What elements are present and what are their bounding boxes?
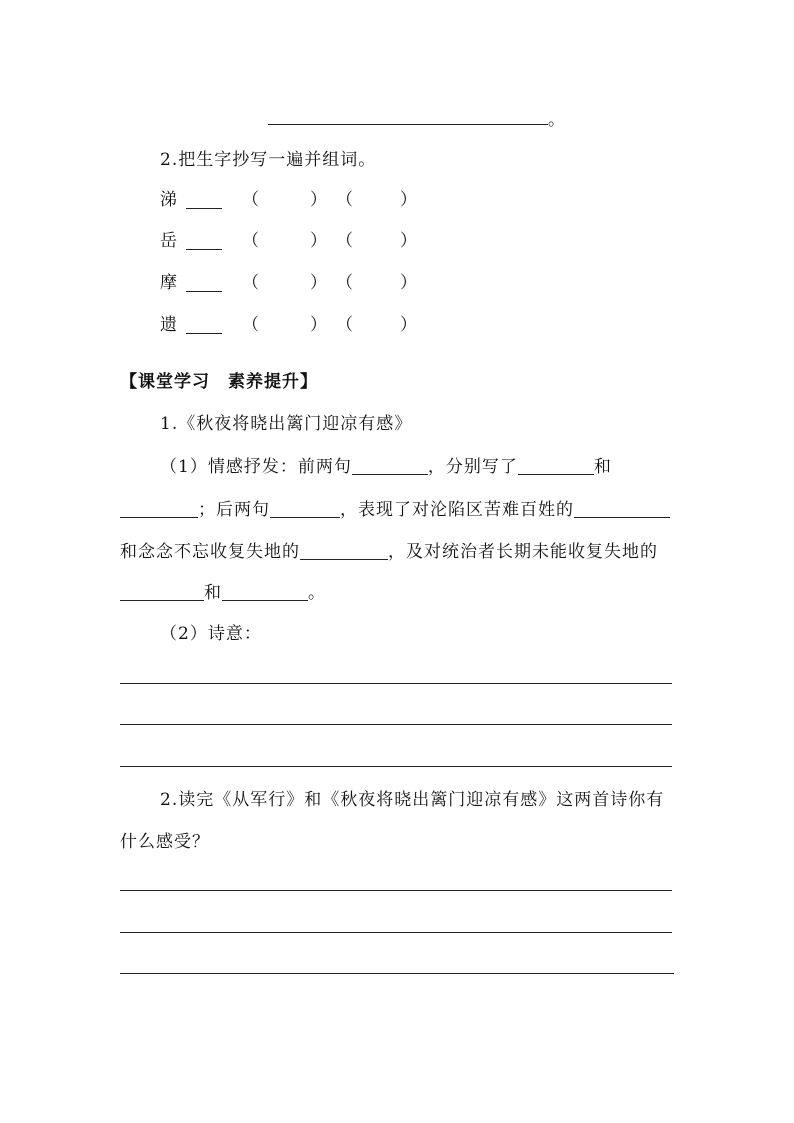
item-1-title: 1.《秋夜将晓出篱门迎凉有感》 — [160, 414, 413, 434]
left-paren: （ — [242, 231, 259, 251]
right-paren: ） — [400, 273, 417, 293]
answer-blank[interactable] — [574, 501, 670, 518]
right-paren: ） — [400, 315, 417, 335]
left-paren: （ — [336, 231, 353, 251]
left-paren: （ — [242, 273, 259, 293]
char-copy-blank[interactable] — [186, 275, 222, 292]
sub-1-label: （1）情感抒发：前两句 — [160, 457, 352, 477]
sub-1-text: 。 — [308, 583, 326, 603]
char-copy-blank[interactable] — [186, 317, 222, 334]
left-paren: （ — [336, 190, 353, 210]
sub-1-line-2 — [120, 498, 670, 522]
answer-line[interactable] — [120, 973, 674, 974]
item-2-line-1: 2.读完《从军行》和《秋夜将晓出篱门迎凉有感》这两首诗你有 — [160, 790, 665, 810]
char-label: 涕 — [160, 190, 177, 210]
answer-line[interactable] — [120, 724, 672, 725]
sub-1-text: ，分别写了 — [427, 457, 518, 477]
answer-blank[interactable] — [352, 458, 428, 475]
sub-1-text: ，及对统治者长期未能收复失地的 — [388, 542, 658, 562]
answer-line[interactable] — [120, 890, 672, 891]
sub-1-text: ；后两句 — [198, 500, 270, 520]
sub-1-text: 和念念不忘收复失地的 — [120, 542, 300, 562]
sub-1-line-3 — [120, 540, 658, 564]
right-paren: ） — [310, 231, 327, 251]
answer-line[interactable] — [120, 683, 672, 684]
section-heading: 【课堂学习 素养提升】 — [120, 372, 318, 392]
char-label: 摩 — [160, 273, 177, 293]
sub-1-text: 和 — [204, 583, 222, 603]
answer-line[interactable] — [120, 766, 672, 767]
top-answer-line[interactable] — [268, 124, 548, 125]
top-answer-period: 。 — [548, 110, 566, 130]
answer-blank[interactable] — [518, 458, 594, 475]
char-copy-blank[interactable] — [186, 233, 222, 250]
answer-blank[interactable] — [120, 584, 204, 601]
left-paren: （ — [336, 273, 353, 293]
left-paren: （ — [242, 315, 259, 335]
question-2-title: 2.把生字抄写一遍并组词。 — [160, 150, 377, 170]
left-paren: （ — [242, 190, 259, 210]
item-2-line-2: 什么感受？ — [120, 832, 210, 852]
char-label: 遗 — [160, 315, 177, 335]
answer-blank[interactable] — [300, 543, 388, 560]
sub-1-text: 和 — [593, 457, 612, 477]
answer-line[interactable] — [120, 932, 672, 933]
sub-1-line-4 — [120, 581, 326, 605]
right-paren: ） — [310, 273, 327, 293]
answer-blank[interactable] — [120, 501, 198, 518]
right-paren: ） — [400, 190, 417, 210]
sub-2-label: （2）诗意： — [160, 624, 262, 644]
left-paren: （ — [336, 315, 353, 335]
right-paren: ） — [310, 315, 327, 335]
right-paren: ） — [310, 190, 327, 210]
right-paren: ） — [400, 231, 417, 251]
answer-blank[interactable] — [222, 584, 308, 601]
sub-1-text: ，表现了对沦陷区苦难百姓的 — [340, 500, 574, 520]
char-copy-blank[interactable] — [186, 192, 222, 209]
answer-blank[interactable] — [270, 501, 340, 518]
char-label: 岳 — [160, 231, 177, 251]
sub-1-line-1 — [160, 455, 612, 479]
